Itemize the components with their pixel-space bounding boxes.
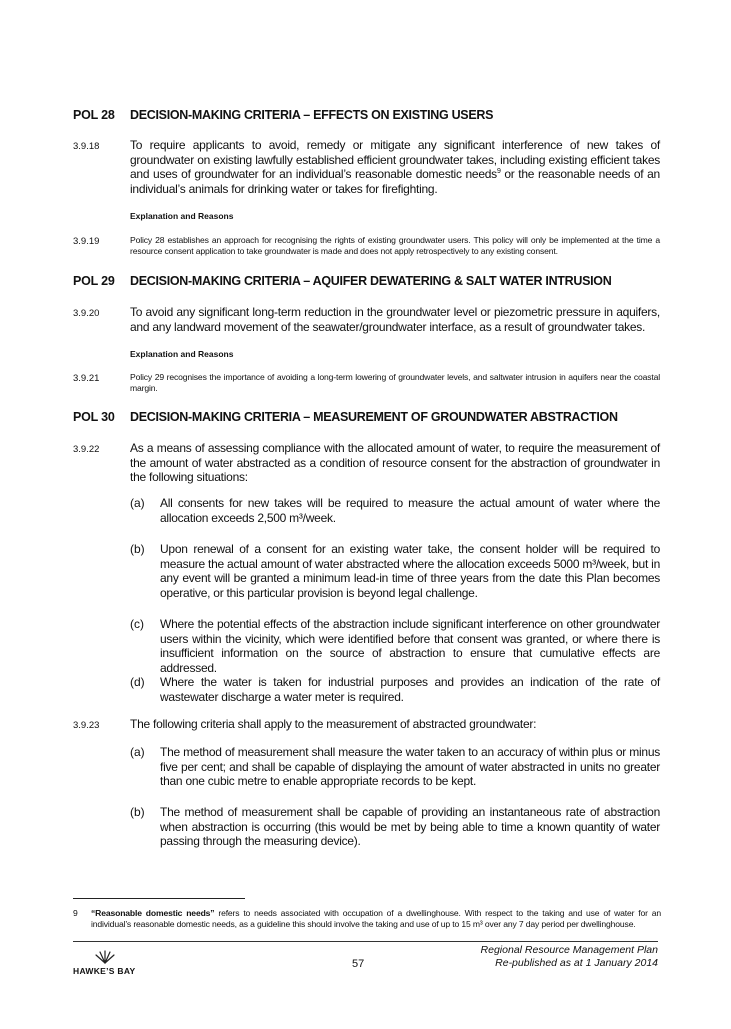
footnote-ref: 9 <box>496 168 501 176</box>
footer-rule <box>73 941 658 942</box>
para-3-9-23-number: 3.9.23 <box>73 720 100 731</box>
item2-b-text: The method of measurement shall be capable of providing an instantaneous rate of abstraction when abstraction is occurring (this would be met by being able to time a known quantity of water passing through the measuring device). <box>160 805 660 849</box>
para-3-9-18-text-a: To require applicants to avoid, remedy or mitigate any significant interference of new takes of groundwater on existing lawfully established efficient groundwater takes, including existing efficient takes and uses of groundwater for an individual’s reasonable domestic needs <box>130 138 660 182</box>
para-3-9-18-text-b: or the reasonable needs of an individual’s animals for drinking water or takes for firefighting. <box>130 167 660 196</box>
item-d-text: Where the water is taken for industrial purposes and provides an indication of the rate of wastewater discharge a water meter is required. <box>160 675 660 704</box>
para-3-9-22-number: 3.9.22 <box>73 444 100 455</box>
pol-28-title: DECISION-MAKING CRITERIA – EFFECTS ON EXISTING USERS <box>130 108 494 122</box>
item2-b-label: (b) <box>130 805 145 819</box>
item2-a-text: The method of measurement shall measure the water taken to an accuracy of within plus or minus five per cent; and shall be capable of displaying the amount of water abstracted in units no greater than one cubic metre to enable appropriate records to be kept. <box>160 745 660 789</box>
item-a-text: All consents for new takes will be required to measure the actual amount of water where the allocation exceeds 2,500 m³/week. <box>160 496 660 525</box>
footnote-number: 9 <box>73 908 78 918</box>
item-c-label: (c) <box>130 617 144 631</box>
logo-text: HAWKE’S BAY <box>73 966 136 976</box>
item-c-text: Where the potential effects of the abstraction include significant interference on other groundwater users within the vicinity, which were identified before that consent was granted, or where there is insufficient information on the source of abstraction to ensure that cumulative effects are addressed. <box>160 617 660 675</box>
pol-30-title: DECISION-MAKING CRITERIA – MEASUREMENT OF GROUNDWATER ABSTRACTION <box>130 410 618 424</box>
para-3-9-19-text: Policy 28 establishes an approach for recognising the rights of existing groundwater users. This policy will only be implemented at the time a resource consent application to take groundwater is made and does not apply retrospectively to any existing consent. <box>130 235 660 256</box>
footer-republished: Re-published as at 1 January 2014 <box>495 956 658 969</box>
pol-30-number: POL 30 <box>73 410 115 424</box>
para-3-9-22-text: As a means of assessing compliance with the allocated amount of water, to require the measurement of the amount of water abstracted as a condition of resource consent for the abstraction of groundwater in the following situations: <box>130 441 660 485</box>
item-a-label: (a) <box>130 496 145 510</box>
pol-29-title: DECISION-MAKING CRITERIA – AQUIFER DEWATERING & SALT WATER INTRUSION <box>130 274 612 288</box>
hawkes-bay-logo <box>80 945 130 965</box>
pol-28-number: POL 28 <box>73 108 115 122</box>
para-3-9-18-number: 3.9.18 <box>73 141 100 152</box>
para-3-9-21-text: Policy 29 recognises the importance of avoiding a long-term lowering of groundwater levels, and saltwater intrusion in aquifers near the coastal margin. <box>130 372 660 393</box>
para-3-9-18-text <box>130 138 660 196</box>
explanation-heading-28: Explanation and Reasons <box>130 211 234 221</box>
item-d-label: (d) <box>130 675 145 689</box>
item-b-text: Upon renewal of a consent for an existing water take, the consent holder will be required to measure the actual amount of water abstracted where the allocation exceeds 5000 m³/week, but in any event will be granted a minimum lead-in time of three years from the date this Plan becomes operative, or this particular provision is beyond legal challenge. <box>160 542 660 600</box>
para-3-9-21-number: 3.9.21 <box>73 373 100 384</box>
footnote-rule <box>73 898 245 899</box>
logo-rays-icon <box>80 945 130 965</box>
item2-a-label: (a) <box>130 745 145 759</box>
item-b-label: (b) <box>130 542 145 556</box>
footer-plan-title: Regional Resource Management Plan <box>480 944 658 956</box>
pol-29-number: POL 29 <box>73 274 115 288</box>
para-3-9-23-text: The following criteria shall apply to the measurement of abstracted groundwater: <box>130 717 537 731</box>
para-3-9-20-text: To avoid any significant long-term reduction in the groundwater level or piezometric pressure in aquifers, and any landward movement of the seawater/groundwater interface, as a result of groundwater takes. <box>130 305 660 334</box>
para-3-9-19-number: 3.9.19 <box>73 236 100 247</box>
footnote-text <box>91 908 661 929</box>
footnote-body: refers to needs associated with occupation of a dwellinghouse. With respect to the taking and use of water for an individual’s reasonable domestic needs, as a guideline this should involve the taking and use of up to 15 m³ over any 7 day period per dwellinghouse. <box>91 908 661 929</box>
para-3-9-20-number: 3.9.20 <box>73 308 100 319</box>
page-number: 57 <box>352 958 365 970</box>
explanation-heading-29: Explanation and Reasons <box>130 349 234 359</box>
footer-plan-info <box>430 944 658 969</box>
footnote-term: “Reasonable domestic needs” <box>91 908 215 918</box>
